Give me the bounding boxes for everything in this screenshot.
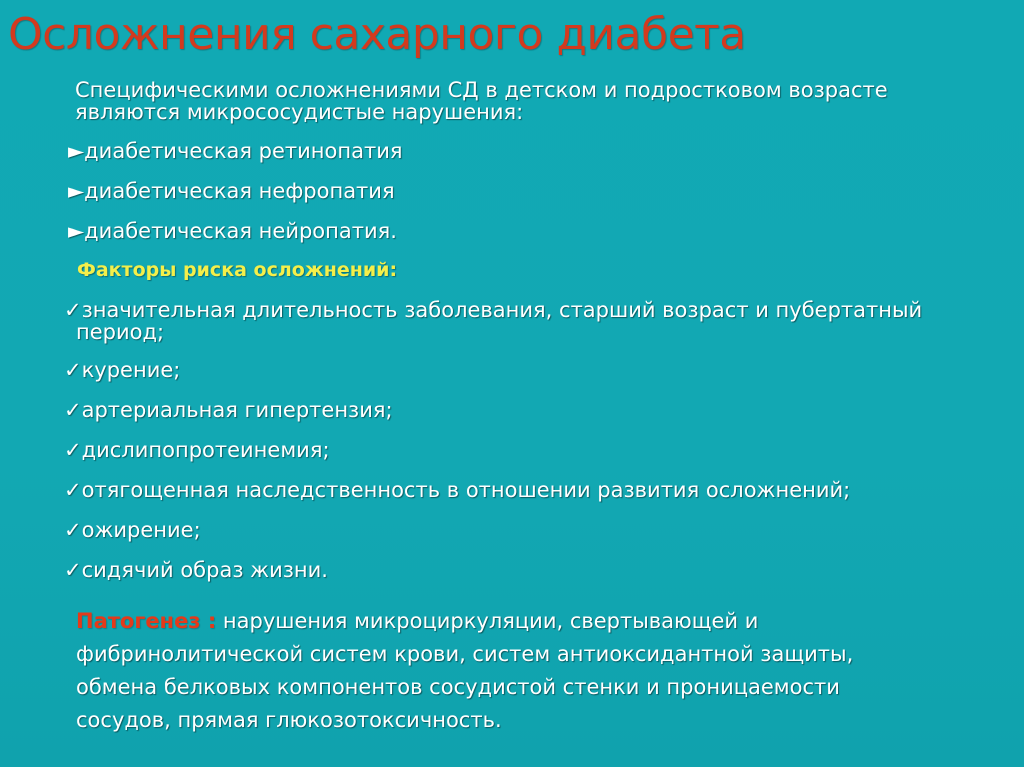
pathogenesis-paragraph <box>76 605 853 737</box>
pathogenesis-line <box>76 605 853 638</box>
risk-factor-text: отягощенная наследственность в отношении развития осложнений; <box>81 478 851 502</box>
risk-factor-text-continued: период; <box>76 320 165 344</box>
risk-factor-item <box>64 519 201 541</box>
checkmark-icon: ✓ <box>64 438 82 462</box>
checkmark-icon: ✓ <box>64 398 82 422</box>
pathogenesis-line: обмена белковых компонентов сосудистой стенки и проницаемости <box>76 675 840 699</box>
complication-item <box>68 220 397 242</box>
intro-paragraph <box>75 79 888 123</box>
pathogenesis-text: нарушения микроциркуляции, свертывающей и <box>216 609 759 633</box>
risk-factor-text: значительная длительность заболевания, старший возраст и пубертатный <box>81 298 923 322</box>
bullet-arrow-icon: ► <box>68 179 85 203</box>
complication-text: диабетическая нефропатия <box>84 179 395 203</box>
intro-line: являются микрососудистые нарушения: <box>75 100 524 124</box>
risk-factor-text: сидячий образ жизни. <box>81 558 328 582</box>
risk-factor-text: артериальная гипертензия; <box>81 398 393 422</box>
checkmark-icon: ✓ <box>64 518 82 542</box>
risk-factor-item <box>64 299 922 343</box>
pathogenesis-line: сосудов, прямая глюкозотоксичность. <box>76 708 502 732</box>
complication-item <box>68 180 395 202</box>
complication-item <box>68 140 403 162</box>
risk-factor-item <box>64 479 850 501</box>
complication-text: диабетическая нейропатия. <box>84 219 397 243</box>
risk-factor-text: дислипопротеинемия; <box>81 438 330 462</box>
bullet-arrow-icon: ► <box>68 139 85 163</box>
pathogenesis-line: фибринолитической систем крови, систем антиоксидантной защиты, <box>76 642 854 666</box>
risk-factor-item <box>64 359 180 381</box>
intro-line: Специфическими осложнениями СД в детском и подростковом возрасте <box>75 78 888 102</box>
checkmark-icon: ✓ <box>64 358 82 382</box>
pathogenesis-label: Патогенез : <box>76 609 217 633</box>
complication-text: диабетическая ретинопатия <box>84 139 403 163</box>
checkmark-icon: ✓ <box>64 558 82 582</box>
checkmark-icon: ✓ <box>64 478 82 502</box>
bullet-arrow-icon: ► <box>68 219 85 243</box>
risk-factor-item <box>64 559 328 581</box>
checkmark-icon: ✓ <box>64 298 82 322</box>
risk-factor-text: курение; <box>81 358 181 382</box>
risk-factor-item <box>64 399 393 421</box>
slide-title: Осложнения сахарного диабета <box>8 9 746 60</box>
risk-factor-text: ожирение; <box>81 518 201 542</box>
risk-factor-item <box>64 439 330 461</box>
risk-factors-heading: Факторы риска осложнений: <box>77 259 398 281</box>
